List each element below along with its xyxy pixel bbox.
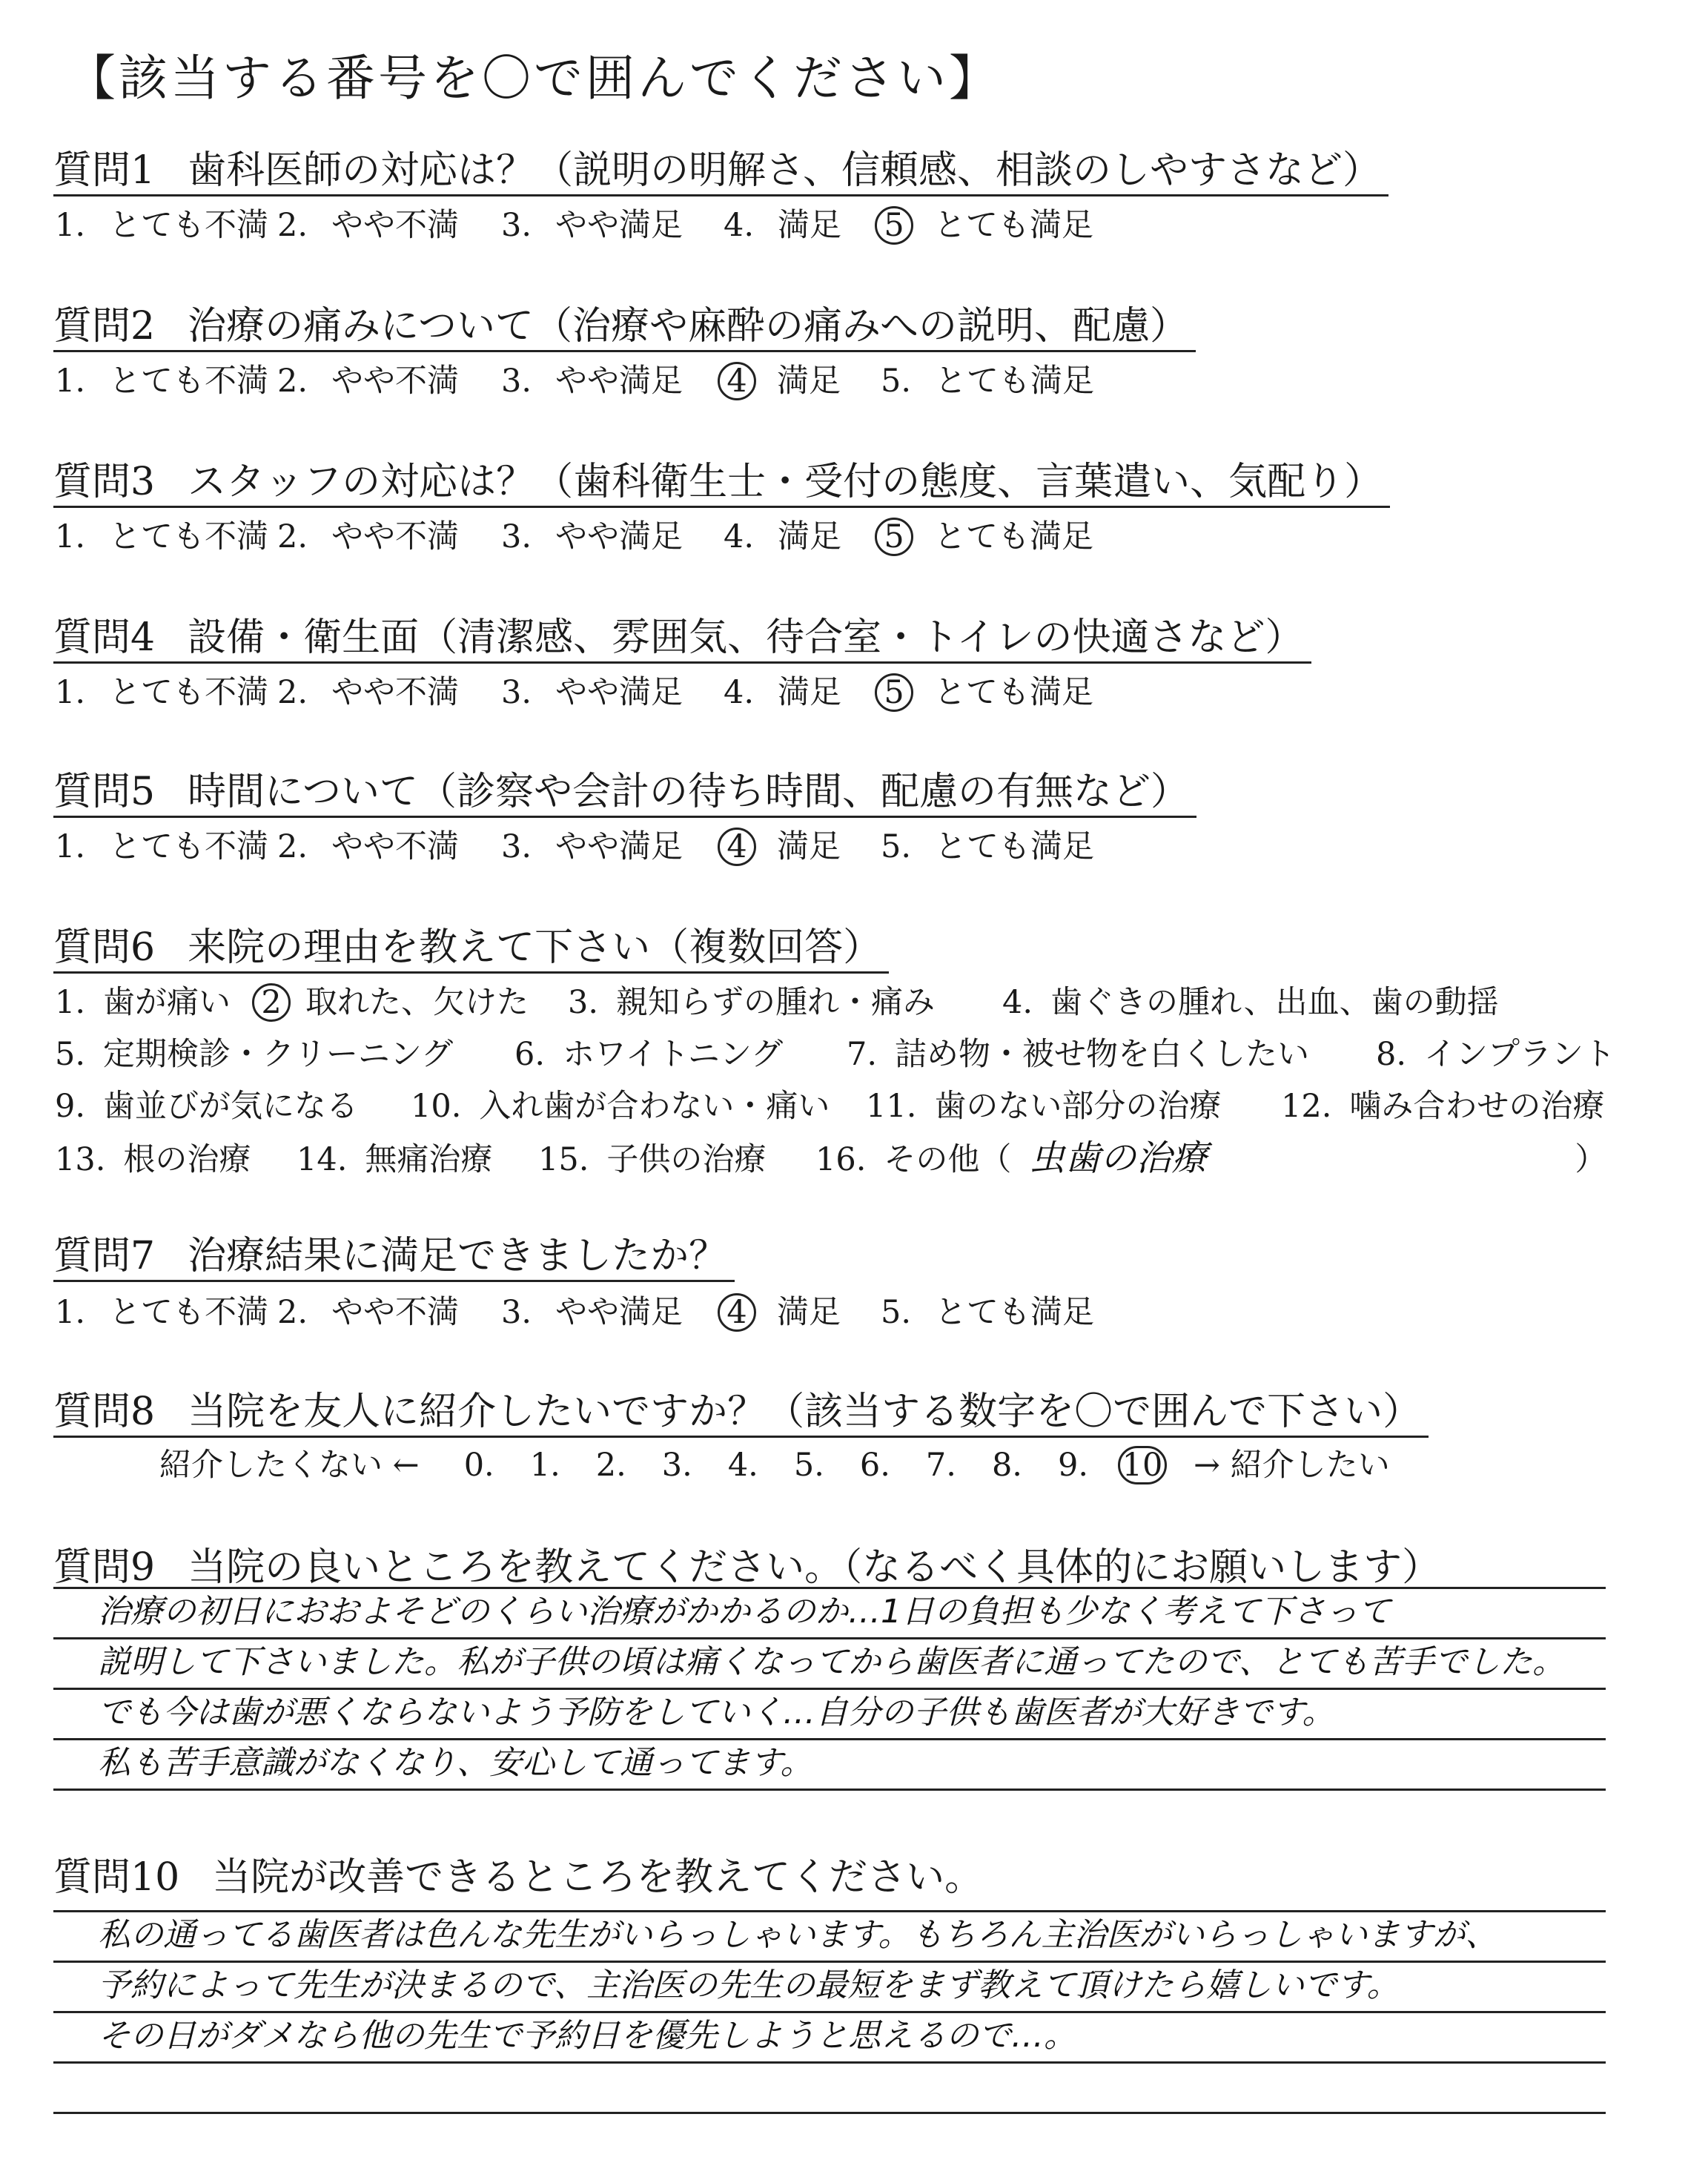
q7-option-1[interactable] — [55, 1292, 277, 1333]
q5-option-5[interactable] — [881, 826, 1094, 868]
question-3-number: 質問3 — [53, 460, 156, 504]
q6-option-6[interactable] — [514, 1034, 847, 1075]
question-9-text: 当院の良いところを教えてください。（なるべく具体的にお願いします） — [188, 1545, 1441, 1590]
option-number: 8. — [1376, 1036, 1407, 1073]
option-label: とても満足 — [935, 828, 1095, 865]
question-8-text: 当院を友人に紹介したいですか？（該当する数字を〇で囲んで下さい） — [188, 1390, 1422, 1434]
option-label: 満足 — [777, 828, 841, 865]
option-number: 3. — [501, 1294, 532, 1331]
q1-option-4[interactable] — [724, 205, 881, 246]
q6-option-1[interactable] — [55, 982, 258, 1023]
option-number: 11. — [866, 1088, 917, 1125]
q10-answer-line-2: 予約によって先生が決まるので、主治医の先生の最短をまず教えて頂けたら嬉しいです。 — [53, 1963, 1606, 2013]
q6-option-5[interactable] — [55, 1034, 514, 1075]
question-5-heading — [53, 768, 1196, 818]
question-5-options — [55, 826, 1094, 868]
q6-option-14[interactable] — [297, 1139, 538, 1180]
option-number: 3. — [501, 207, 532, 244]
selected-circle-mark: 4 — [718, 1293, 756, 1332]
question-7-options — [55, 1292, 1094, 1333]
question-10-answer-area[interactable] — [53, 1910, 1606, 2114]
selected-circle-mark: 4 — [718, 828, 756, 866]
q6-other-close-paren: ） — [1575, 1141, 1607, 1178]
option-label: やや不満 — [331, 207, 460, 244]
option-label: やや満足 — [555, 518, 683, 555]
question-5-text: 時間について（診察や会計の待ち時間、配慮の有無など） — [188, 770, 1190, 814]
scale-10-selected[interactable] — [1124, 1444, 1164, 1486]
option-label: 根の治療 — [123, 1141, 251, 1178]
option-label: とても不満 — [109, 207, 269, 244]
option-label: 満足 — [777, 1294, 841, 1331]
q4-option-5-selected[interactable] — [881, 672, 1093, 713]
q4-option-1[interactable] — [55, 672, 277, 713]
option-label: やや不満 — [331, 674, 460, 711]
selected-circle-mark: 2 — [252, 983, 291, 1022]
option-label: とても満足 — [934, 207, 1093, 244]
option-number: 1. — [55, 207, 86, 244]
question-2-text: 治療の痛みについて（治療や麻酔の痛みへの説明、配慮） — [188, 304, 1189, 349]
question-6-options-row-4 — [55, 1137, 1606, 1180]
q9-answer-line-2: 説明して下さいました。私が子供の頃は痛くなってから歯医者に通ってたので、とても苦手でした。 — [53, 1639, 1606, 1690]
option-number: 10. — [411, 1088, 462, 1125]
q7-option-2[interactable] — [277, 1292, 501, 1333]
question-1-text: 歯科医師の対応は？（説明の明解さ、信頼感、相談のしやすさなど） — [188, 148, 1382, 193]
q3-option-4[interactable] — [724, 516, 881, 558]
selected-circle-mark: 4 — [718, 362, 756, 400]
question-1-heading — [53, 147, 1388, 196]
question-4-options — [55, 672, 1093, 713]
option-label: とても満足 — [934, 674, 1093, 711]
option-label: やや満足 — [555, 207, 683, 244]
question-4-number: 質問4 — [53, 615, 156, 660]
q7-option-3[interactable] — [501, 1292, 724, 1333]
option-label: やや不満 — [331, 828, 460, 865]
q6-option-12[interactable] — [1281, 1086, 1604, 1127]
option-label: 満足 — [778, 518, 842, 555]
question-1-number: 質問1 — [53, 148, 156, 193]
option-number: 13. — [55, 1141, 106, 1178]
option-label: ホワイトニング — [563, 1036, 784, 1073]
option-label: インプラント — [1424, 1036, 1616, 1073]
q1-option-1[interactable] — [55, 205, 277, 246]
option-label: 噛み合わせの治療 — [1349, 1088, 1605, 1125]
option-number: 1. — [55, 984, 86, 1021]
option-number: 2. — [277, 674, 308, 711]
question-6-options-row-3 — [55, 1086, 1604, 1127]
page-title: 【該当する番号を〇で囲んでください】 — [67, 50, 1001, 107]
q3-option-1[interactable] — [55, 516, 277, 558]
question-10-number: 質問10 — [53, 1855, 180, 1900]
option-label: 満足 — [777, 363, 841, 400]
q10-answer-line-3: その日がダメなら他の先生で予約日を優先しようと思えるので…。 — [53, 2013, 1606, 2064]
option-label: 歯のない部分の治療 — [934, 1088, 1222, 1125]
option-label: とても不満 — [109, 828, 269, 865]
scale-4[interactable]: 4. — [727, 1447, 758, 1484]
q3-option-2[interactable] — [277, 516, 501, 558]
option-number: 1. — [55, 674, 86, 711]
question-8-number: 質問8 — [53, 1390, 156, 1434]
option-label: 歯並びが気になる — [103, 1088, 359, 1125]
option-label: やや不満 — [331, 518, 460, 555]
option-label: 親知らずの腫れ・痛み — [616, 984, 936, 1021]
question-3-text: スタッフの対応は？（歯科衛生士・受付の態度、言葉遣い、気配り） — [188, 460, 1383, 504]
option-number: 1. — [55, 1294, 86, 1331]
question-9-answer-area[interactable] — [53, 1587, 1606, 1791]
option-label: 詰め物・被せ物を白くしたい — [895, 1036, 1310, 1073]
q6-option-3[interactable] — [568, 982, 1002, 1023]
question-4-text: 設備・衛生面（清潔感、雰囲気、待合室・トイレの快適さなど） — [188, 615, 1304, 660]
q6-option-8[interactable] — [1376, 1034, 1615, 1075]
question-3-options — [55, 516, 1093, 558]
q2-option-2[interactable] — [277, 360, 501, 402]
q6-other-answer: 虫歯の治療 — [1029, 1137, 1208, 1179]
question-7-heading — [53, 1232, 735, 1282]
option-label: とても満足 — [934, 518, 1093, 555]
scale-6[interactable]: 6. — [859, 1447, 890, 1484]
option-label: やや満足 — [555, 828, 683, 865]
q7-option-5[interactable] — [881, 1292, 1094, 1333]
option-label: とても満足 — [935, 363, 1095, 400]
question-6-options-row-2 — [55, 1034, 1615, 1075]
option-number: 4. — [724, 207, 755, 244]
option-label: やや不満 — [331, 363, 460, 400]
option-label: 満足 — [778, 674, 842, 711]
q2-option-4-selected[interactable] — [724, 360, 881, 402]
option-number: 4. — [1002, 984, 1033, 1021]
option-number: 1. — [55, 828, 86, 865]
question-2-options — [55, 360, 1094, 402]
q6-option-11[interactable] — [866, 1086, 1281, 1127]
q5-option-1[interactable] — [55, 826, 277, 868]
scale-7[interactable]: 7. — [925, 1447, 956, 1484]
selected-circle-mark: 5 — [875, 206, 913, 245]
q2-option-5[interactable] — [881, 360, 1094, 402]
option-number: 3. — [501, 674, 532, 711]
option-number: 15. — [538, 1141, 589, 1178]
option-number: 3. — [501, 518, 532, 555]
question-9-heading — [53, 1544, 1448, 1591]
option-number: 2. — [277, 1294, 308, 1331]
option-label: 入れ歯が合わない・痛い — [479, 1088, 830, 1125]
selected-circle-mark: 10 — [1118, 1446, 1167, 1484]
option-number: 9. — [55, 1088, 86, 1125]
q3-option-3[interactable] — [501, 516, 724, 558]
q9-answer-line-4: 私も苦手意識がなくなり、安心して通ってます。 — [53, 1740, 1606, 1791]
option-number: 5. — [881, 828, 912, 865]
option-number: 1. — [55, 363, 86, 400]
option-number: 16. — [815, 1141, 867, 1178]
question-6-number: 質問6 — [53, 925, 156, 970]
option-label: その他（ — [884, 1141, 1012, 1178]
option-number: 1. — [55, 518, 86, 555]
q9-answer-line-1: 治療の初日におおよそどのくらい治療がかかるのか…1日の負担も少なく考えて下さって — [53, 1589, 1606, 1639]
question-10-heading — [53, 1854, 990, 1901]
q1-option-2[interactable] — [277, 205, 501, 246]
q6-option-9[interactable] — [55, 1086, 411, 1127]
option-number: 14. — [297, 1141, 348, 1178]
q1-option-3[interactable] — [501, 205, 724, 246]
question-2-heading — [53, 303, 1196, 352]
option-number: 6. — [514, 1036, 546, 1073]
question-6-options-row-1 — [55, 982, 1499, 1023]
option-label: やや満足 — [555, 363, 683, 400]
question-7-text: 治療結果に満足できましたか？ — [188, 1234, 728, 1278]
q5-option-3[interactable] — [501, 826, 724, 868]
option-label: 歯が痛い — [103, 984, 231, 1021]
question-4-heading — [53, 614, 1311, 664]
q4-option-4[interactable] — [724, 672, 881, 713]
option-number: 5. — [881, 1294, 912, 1331]
option-number: 5. — [55, 1036, 86, 1073]
q5-option-4-selected[interactable] — [724, 826, 881, 868]
question-5-number: 質問5 — [53, 770, 156, 814]
option-number: 2. — [277, 363, 308, 400]
selected-circle-mark: 5 — [875, 673, 913, 712]
q9-answer-line-3: でも今は歯が悪くならないよう予防をしていく…自分の子供も歯医者が大好きです。 — [53, 1690, 1606, 1740]
option-label: とても不満 — [109, 674, 269, 711]
q1-option-5-selected[interactable] — [881, 205, 1093, 246]
option-label: とても不満 — [109, 1294, 269, 1331]
option-label: とても満足 — [935, 1294, 1095, 1331]
option-number: 7. — [847, 1036, 878, 1073]
scale-8[interactable]: 8. — [991, 1447, 1022, 1484]
question-8-heading — [53, 1388, 1429, 1438]
q6-option-4[interactable] — [1002, 982, 1499, 1023]
recommendation-scale — [159, 1444, 1390, 1486]
option-label: とても不満 — [109, 518, 269, 555]
q6-option-13[interactable] — [55, 1139, 297, 1180]
q7-option-4-selected[interactable] — [724, 1292, 881, 1333]
q6-other-input[interactable] — [1011, 1137, 1575, 1180]
option-number: 2. — [277, 518, 308, 555]
scale-0[interactable]: 0. — [463, 1447, 494, 1484]
option-number: 12. — [1281, 1088, 1332, 1125]
scale-3[interactable]: 3. — [661, 1447, 692, 1484]
q10-answer-line-4 — [53, 2064, 1606, 2114]
q6-option-10[interactable] — [411, 1086, 866, 1127]
scale-5[interactable]: 5. — [793, 1447, 824, 1484]
question-2-number: 質問2 — [53, 304, 156, 349]
option-label: やや満足 — [555, 674, 683, 711]
question-3-heading — [53, 458, 1390, 508]
option-label: やや満足 — [555, 1294, 683, 1331]
option-label: 歯ぐきの腫れ、出血、歯の動揺 — [1050, 984, 1499, 1021]
option-number: 4. — [724, 518, 755, 555]
q6-option-16-other[interactable] — [815, 1139, 1011, 1180]
scale-2[interactable]: 2. — [595, 1447, 626, 1484]
question-9-number: 質問9 — [53, 1545, 156, 1590]
question-10-text: 当院が改善できるところを教えてください。 — [212, 1855, 984, 1900]
q6-option-7[interactable] — [847, 1034, 1376, 1075]
option-label: 無痛治療 — [365, 1141, 493, 1178]
q6-option-2-selected[interactable] — [258, 982, 568, 1023]
option-number: 3. — [568, 984, 599, 1021]
question-6-text: 来院の理由を教えて下さい（複数回答） — [188, 925, 882, 970]
q5-option-2[interactable] — [277, 826, 501, 868]
q4-option-2[interactable] — [277, 672, 501, 713]
q2-option-3[interactable] — [501, 360, 724, 402]
option-number: 5. — [881, 363, 912, 400]
option-label: 定期検診・クリーニング — [103, 1036, 454, 1073]
scale-right-label: → 紹介したい — [1194, 1447, 1390, 1484]
q10-answer-line-1: 私の通ってる歯医者は色んな先生がいらっしゃいます。もちろん主治医がいらっしゃいますが、 — [53, 1912, 1606, 1963]
question-1-options — [55, 205, 1093, 246]
option-number: 2. — [277, 207, 308, 244]
option-label: とても不満 — [109, 363, 269, 400]
q3-option-5-selected[interactable] — [881, 516, 1093, 558]
question-7-number: 質問7 — [53, 1234, 156, 1278]
option-label: やや不満 — [331, 1294, 460, 1331]
q2-option-1[interactable] — [55, 360, 277, 402]
option-label: 子供の治療 — [606, 1141, 767, 1178]
scale-1[interactable]: 1. — [529, 1447, 560, 1484]
option-number: 3. — [501, 363, 532, 400]
question-6-heading — [53, 924, 889, 974]
option-label: 取れた、欠けた — [305, 984, 529, 1021]
option-number: 2. — [277, 828, 308, 865]
option-number: 3. — [501, 828, 532, 865]
scale-left-label: 紹介したくない ← — [159, 1447, 420, 1484]
option-label: 満足 — [778, 207, 842, 244]
q4-option-3[interactable] — [501, 672, 724, 713]
selected-circle-mark: 5 — [875, 518, 913, 556]
option-number: 4. — [724, 674, 755, 711]
q6-option-15[interactable] — [538, 1139, 815, 1180]
scale-9[interactable]: 9. — [1057, 1447, 1089, 1484]
